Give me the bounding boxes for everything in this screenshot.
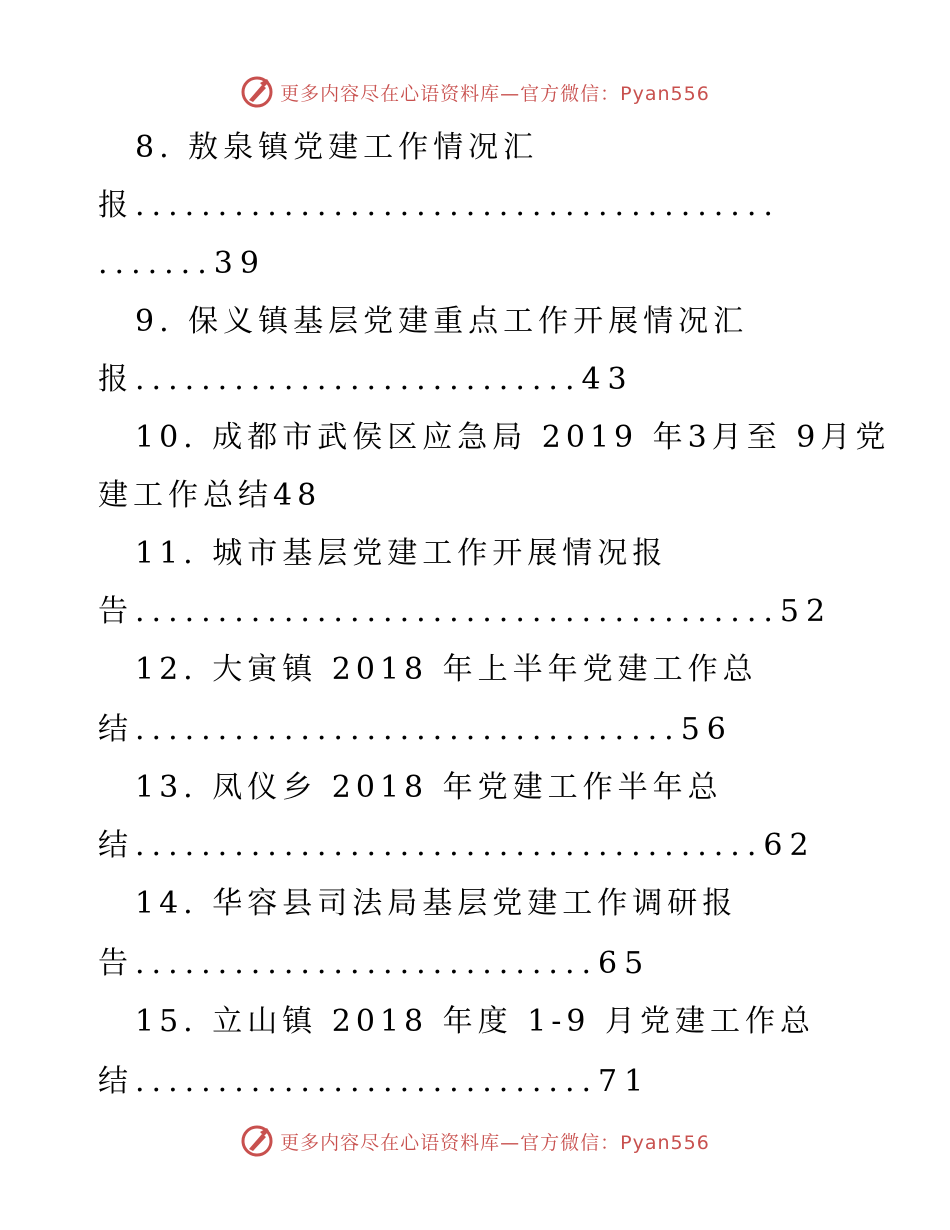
toc-entry-leader: 告.......................................52 — [98, 594, 833, 629]
toc-entry-leader: 报...........................43 — [98, 362, 634, 397]
toc-entry-leader-trail: .......39 — [98, 246, 266, 281]
toc-entry-title: 8. 敖泉镇党建工作情况汇 — [135, 130, 539, 165]
toc-entry-title: 10. 成都市武侯区应急局 2019 年3月至 9月党 — [135, 420, 891, 455]
watermark-banner-bottom — [0, 1121, 950, 1161]
watermark-banner-top — [0, 72, 950, 112]
toc-entry-title: 9. 保义镇基层党建重点工作开展情况汇 — [135, 304, 749, 339]
toc-entry-title: 11. 城市基层党建工作开展情况报 — [135, 536, 668, 571]
watermark-text: 更多内容尽在心语资料库—官方微信：Pyan556 — [280, 82, 710, 105]
toc-entry-leader: 报....................................... — [98, 188, 780, 223]
pen-seal-icon — [240, 75, 274, 109]
pen-seal-icon — [240, 1124, 274, 1158]
toc-entry-title: 15. 立山镇 2018 年度 1-9 月党建工作总 — [135, 1004, 816, 1039]
toc-entry-title: 12. 大寅镇 2018 年上半年党建工作总 — [135, 652, 758, 687]
toc-entry-leader: 结............................71 — [98, 1064, 651, 1099]
toc-entry-leader: 告............................65 — [98, 946, 651, 981]
toc-entry-leader: 结......................................62 — [98, 828, 816, 863]
toc-entry-title: 13. 凤仪乡 2018 年党建工作半年总 — [135, 770, 723, 805]
toc-entry-leader: 结.................................56 — [98, 712, 733, 747]
toc-entry-title: 14. 华容县司法局基层党建工作调研报 — [135, 886, 738, 921]
watermark-text: 更多内容尽在心语资料库—官方微信：Pyan556 — [280, 1131, 710, 1154]
toc-entry-leader: 建工作总结48 — [98, 478, 322, 513]
